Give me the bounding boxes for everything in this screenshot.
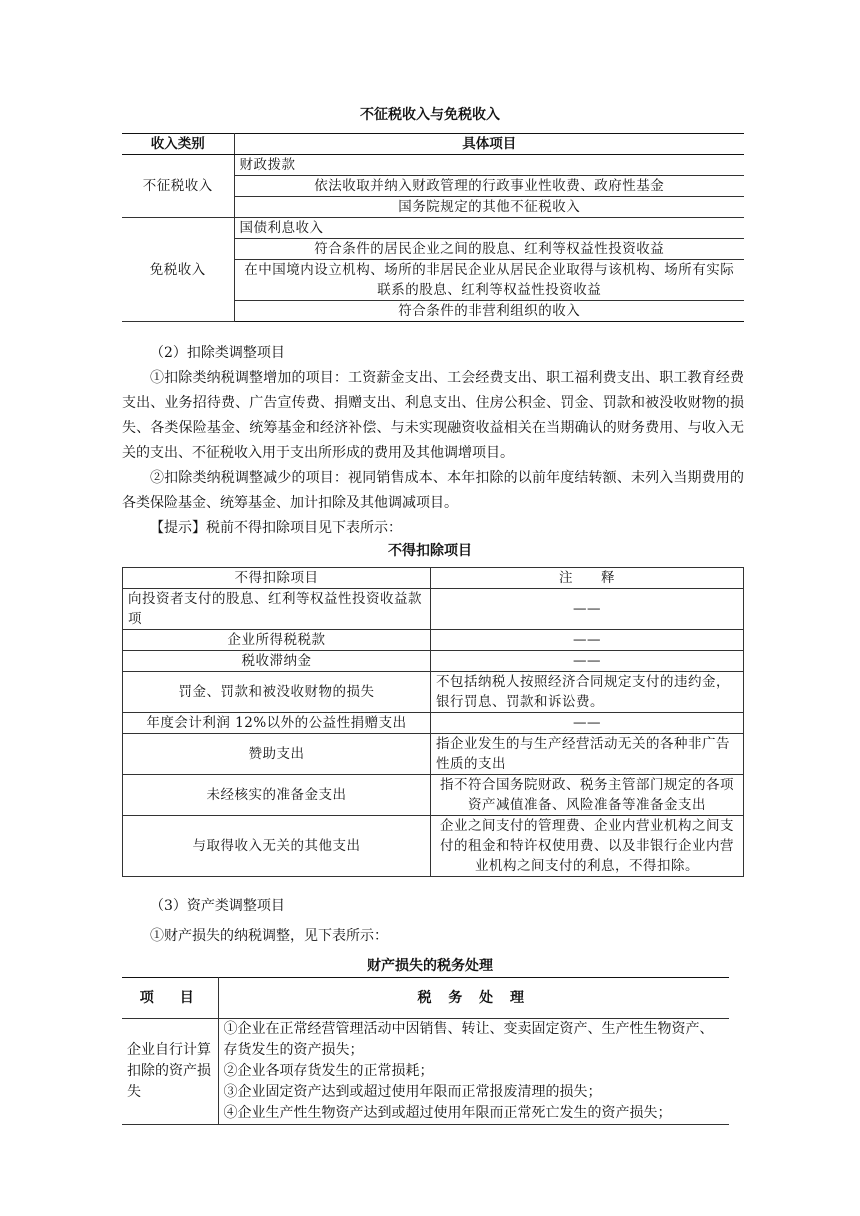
table-row — [123, 589, 744, 630]
note-cell: —— — [431, 589, 744, 630]
item-cell: 罚金、罚款和被没收财物的损失 — [123, 672, 431, 713]
item-cell: 依法收取并纳入财政管理的行政事业性收费、政府性基金 — [234, 176, 744, 197]
tip-text: 【提示】税前不得扣除项目见下表所示： — [150, 520, 402, 536]
column-header: 收入类别 — [122, 134, 234, 155]
item-cell: 企业自行计算扣除的资产损失 — [122, 1019, 218, 1125]
item-cell: 财政拨款 — [234, 155, 744, 176]
item-cell: 税收滞纳金 — [123, 651, 431, 672]
item-cell: 国债利息收入 — [234, 218, 744, 239]
column-header: 具体项目 — [234, 134, 744, 155]
item-cell: 向投资者支付的股息、红利等权益性投资收益款项 — [123, 589, 431, 630]
note-cell: —— — [431, 630, 744, 651]
section-heading: （3）资产类调整项目 — [150, 898, 285, 914]
table-row — [123, 630, 744, 651]
paragraph: ①财产损失的纳税调整，见下表所示： — [150, 928, 388, 944]
item-cell: 赞助支出 — [123, 734, 431, 775]
item-cell: 国务院规定的其他不征税收入 — [234, 197, 744, 218]
item-cell: 未经核实的准备金支出 — [123, 775, 431, 816]
table-header-row — [122, 134, 744, 155]
table-row — [123, 816, 744, 877]
note-cell: 企业之间支付的管理费、企业内营业机构之间支付的租金和特许权使用费、以及非银行企业内营业机构之间支付的利息，不得扣除。 — [431, 816, 744, 877]
table-header-row — [123, 568, 744, 589]
item-cell: 符合条件的居民企业之间的股息、红利等权益性投资收益 — [234, 239, 744, 260]
table3-title: 财产损失的税务处理 — [367, 958, 493, 974]
table2-title: 不得扣除项目 — [388, 543, 472, 559]
column-header: 项 目 — [122, 978, 218, 1019]
item-cell: 在中国境内设立机构、场所的非居民企业从居民企业取得与该机构、场所有实际联系的股息、红利等权益性投资收益 — [234, 260, 744, 301]
table-row — [123, 734, 744, 775]
category-cell: 不征税收入 — [122, 155, 234, 218]
treatment-line: ④企业生产性生物资产达到或超过使用年限而正常死亡发生的资产损失； — [223, 1105, 672, 1121]
treatment-line: ①企业在正常经营管理活动中因销售、转让、变卖固定资产、生产性生物资产、存货发生的资产损失； — [223, 1021, 714, 1058]
table-row — [122, 155, 744, 176]
table-header-row — [122, 978, 729, 1019]
paragraph: ①扣除类纳税调整增加的项目：工资薪金支出、工会经费支出、职工福利费支出、职工教育经费支出、业务招待费、广告宣传费、捐赠支出、利息支出、住房公积金、罚金、罚款和被没收财物的损失、各类保险基金、统筹基金和经济补偿、与未实现融资收益相关在当期确认的财务费用、与收入无关的支出、不征税收入用于支出所形成的费用及其他调增项目。 — [122, 370, 744, 461]
item-cell: 符合条件的非营利组织的收入 — [234, 301, 744, 322]
table-row — [123, 713, 744, 734]
note-cell: —— — [431, 651, 744, 672]
item-cell: 企业所得税税款 — [123, 630, 431, 651]
treatment-line: ③企业固定资产达到或超过使用年限而正常报废清理的损失； — [223, 1084, 602, 1100]
table-row — [122, 218, 744, 239]
table-row — [123, 651, 744, 672]
table-row — [123, 775, 744, 816]
treatment-line: ②企业各项存货发生的正常损耗； — [223, 1063, 434, 1079]
column-header: 不得扣除项目 — [123, 568, 431, 589]
income-table — [122, 133, 744, 322]
table-row — [122, 1019, 729, 1125]
category-cell: 免税收入 — [122, 218, 234, 322]
note-cell: 指不符合国务院财政、税务主管部门规定的各项资产减值准备、风险准备等准备金支出 — [431, 775, 744, 816]
paragraph: ②扣除类纳税调整减少的项目：视同销售成本、本年扣除的以前年度结转额、未列入当期费用的各类保险基金、统筹基金、加计扣除及其他调减项目。 — [122, 470, 744, 511]
asset-loss-table — [122, 977, 729, 1125]
item-cell: 年度会计利润 12%以外的公益性捐赠支出 — [123, 713, 431, 734]
treatment-cell — [218, 1019, 729, 1125]
note-cell: 不包括纳税人按照经济合同规定支付的违约金，银行罚息、罚款和诉讼费。 — [431, 672, 744, 713]
section-heading: （2）扣除类调整项目 — [150, 345, 285, 361]
note-cell: 指企业发生的与生产经营活动无关的各种非广告性质的支出 — [431, 734, 744, 775]
table-row — [123, 672, 744, 713]
column-header: 税 务 处 理 — [218, 978, 729, 1019]
table1-title: 不征税收入与免税收入 — [360, 107, 500, 123]
column-header: 注 释 — [431, 568, 744, 589]
note-cell: —— — [431, 713, 744, 734]
item-cell: 与取得收入无关的其他支出 — [123, 816, 431, 877]
non-deductible-table — [122, 567, 744, 877]
